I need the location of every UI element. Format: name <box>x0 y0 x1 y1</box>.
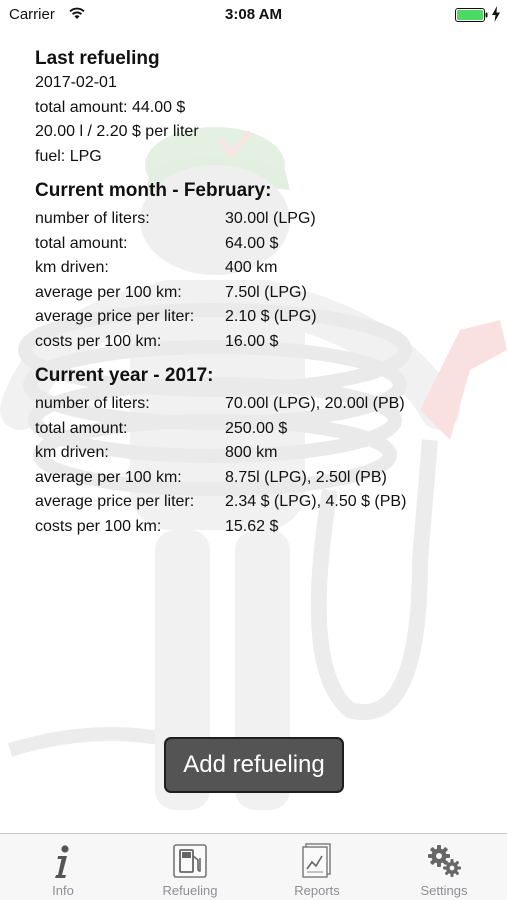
tab-settings[interactable] <box>381 834 507 900</box>
summary-content <box>35 47 495 549</box>
tab-info[interactable] <box>0 834 126 900</box>
stat-value: 7.50l (LPG) <box>225 283 307 301</box>
stat-value: 2.34 $ (LPG), 4.50 $ (PB) <box>225 493 407 510</box>
stat-label: costs per 100 km: <box>35 332 162 350</box>
stat-label: total amount: <box>35 234 128 252</box>
stat-row <box>35 417 495 442</box>
stat-row <box>35 281 495 306</box>
stat-label: average price per liter: <box>35 308 195 325</box>
stat-row <box>35 441 495 466</box>
stat-row <box>35 392 495 417</box>
carrier-label: Carrier <box>9 6 55 23</box>
stat-label: costs per 100 km: <box>35 517 162 535</box>
charging-bolt-icon <box>491 6 501 22</box>
tab-refueling-label: Refueling <box>162 883 218 898</box>
tab-bar <box>0 833 507 900</box>
current-year-title: Current year - 2017: <box>35 365 214 386</box>
stat-value: 16.00 $ <box>225 332 279 350</box>
stat-label: total amount: <box>35 419 128 437</box>
stat-row <box>35 207 495 232</box>
stat-row <box>35 515 495 540</box>
stat-value: 2.10 $ (LPG) <box>225 308 317 325</box>
stat-row <box>35 256 495 281</box>
reports-icon <box>298 842 336 880</box>
stat-row <box>35 305 495 330</box>
stat-value: 30.00l (LPG) <box>225 210 316 227</box>
stat-row <box>35 330 495 355</box>
last-refueling-date: 2017-02-01 <box>35 74 117 91</box>
tab-reports-label: Reports <box>294 883 340 898</box>
gears-icon <box>425 842 463 880</box>
clock: 3:08 AM <box>225 6 282 23</box>
stat-label: km driven: <box>35 259 109 276</box>
stat-label: average price per liter: <box>35 493 195 510</box>
tab-refueling[interactable] <box>127 834 253 900</box>
stat-value: 8.75l (LPG), 2.50l (PB) <box>225 468 387 486</box>
current-month-section <box>35 179 495 354</box>
add-refueling-button[interactable]: Add refueling <box>164 737 344 793</box>
current-year-section <box>35 364 495 539</box>
stat-label: average per 100 km: <box>35 283 182 301</box>
fuel-pump-icon <box>171 842 209 880</box>
last-refueling-section <box>35 47 495 169</box>
stat-label: number of liters: <box>35 210 150 227</box>
tab-info-label: Info <box>52 883 74 898</box>
stat-value: 400 km <box>225 259 278 276</box>
stat-value: 800 km <box>225 444 278 461</box>
stat-label: km driven: <box>35 444 109 461</box>
stat-row <box>35 490 495 515</box>
stat-value: 15.62 $ <box>225 517 279 535</box>
stat-value: 64.00 $ <box>225 234 279 252</box>
stat-row <box>35 232 495 257</box>
battery-icon <box>455 8 489 22</box>
last-refueling-fuel: fuel: LPG <box>35 147 102 165</box>
stat-value: 70.00l (LPG), 20.00l (PB) <box>225 395 405 412</box>
current-month-title: Current month - February: <box>35 180 272 201</box>
stat-label: average per 100 km: <box>35 468 182 486</box>
last-refueling-volume-price: 20.00 l / 2.20 $ per liter <box>35 123 199 140</box>
tab-reports[interactable] <box>254 834 380 900</box>
stat-row <box>35 466 495 491</box>
last-refueling-title: Last refueling <box>35 48 160 69</box>
last-refueling-total: total amount: 44.00 $ <box>35 98 186 116</box>
info-icon <box>44 842 82 880</box>
status-bar <box>0 0 507 30</box>
stat-label: number of liters: <box>35 395 150 412</box>
stat-value: 250.00 $ <box>225 419 288 437</box>
tab-settings-label: Settings <box>420 883 468 898</box>
